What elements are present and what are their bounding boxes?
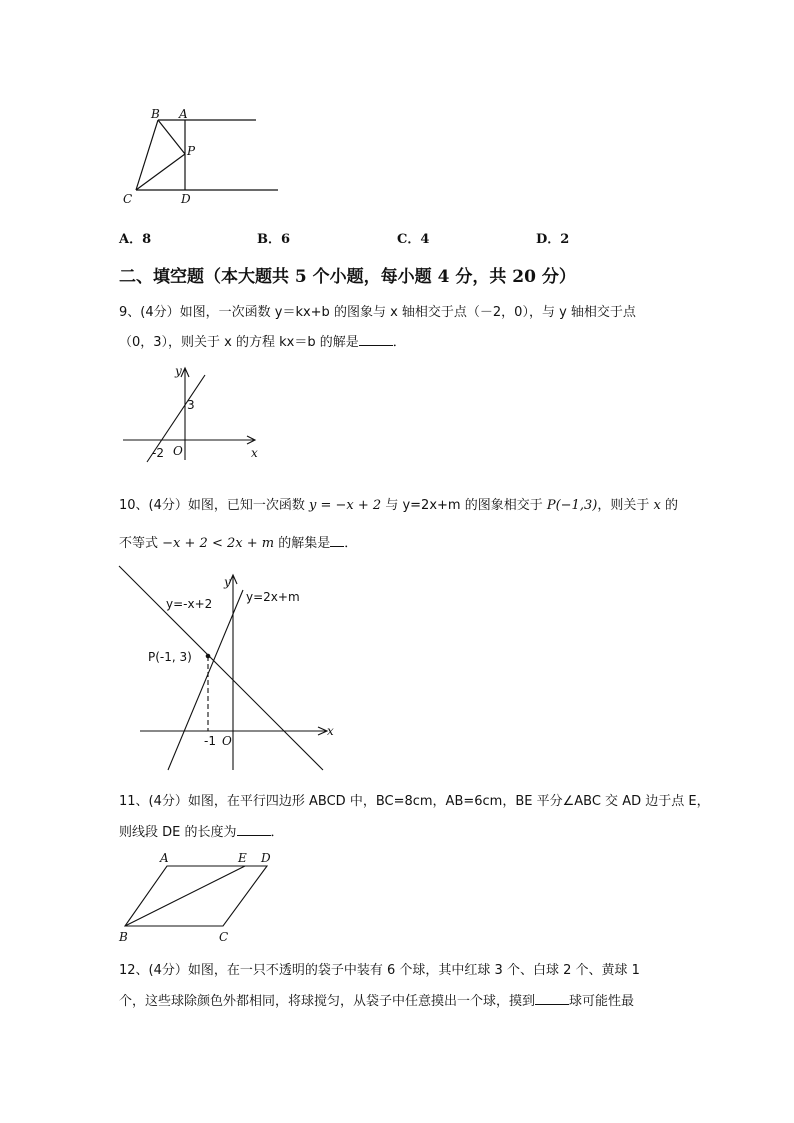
q10-text-a: 10、(4分）如图，已知一次函数 (119, 498, 305, 513)
point-label-p: P (187, 144, 196, 158)
q10-line1 (119, 494, 678, 513)
point-label-p: P(-1, 3) (148, 650, 192, 664)
q10-text-f: 的解集是 (278, 536, 331, 551)
q10-text-d: 的 (664, 498, 678, 513)
axis-label-y: y (224, 575, 231, 589)
q10-line2 (119, 532, 357, 551)
q10-text-e: 不等式 (119, 536, 159, 551)
tick-label-neg1: -1 (204, 734, 216, 748)
q10-text-c: ，则关于 (597, 498, 650, 513)
q10-formula-1: y = −x + 2 (309, 498, 382, 513)
q10-formula-4: −x + 2 < 2x + m (162, 536, 275, 551)
figure-q10 (118, 562, 338, 774)
intercept-label-neg2: -2 (152, 446, 164, 460)
point-label-a: A (179, 107, 188, 121)
q9-line2 (119, 331, 406, 350)
origin-label: O (173, 444, 183, 458)
vertex-label-c: C (219, 930, 229, 944)
q9-line1: 9、(4分）如图，一次函数 y＝kx+b 的图象与 x 轴相交于点（－2，0），与 y 轴相交于点 (119, 305, 636, 320)
q11-answer-blank[interactable] (237, 824, 271, 836)
intercept-label-3: 3 (187, 398, 195, 412)
axis-label-x: x (251, 446, 258, 460)
option-c[interactable]: C．4 (397, 232, 430, 247)
q10-end: ． (344, 536, 358, 551)
origin-label: O (222, 734, 232, 748)
section-title: 二、填空题（本大题共 5 个小题，每小题 4 分，共 20 分） (119, 267, 576, 287)
option-d[interactable]: D．2 (536, 232, 570, 247)
vertex-label-e: E (238, 851, 247, 865)
axis-label-y: y (175, 364, 182, 378)
q11-text: 则线段 DE 的长度为 (119, 825, 237, 840)
q10-text-b: 与 y=2x+m 的图象相交于 (385, 498, 543, 513)
q11-end: ． (270, 825, 284, 840)
intersection-point (206, 654, 211, 659)
vertex-label-b: B (119, 930, 128, 944)
q10-answer-blank[interactable] (330, 535, 344, 547)
option-a[interactable]: A．8 (119, 232, 152, 247)
q11-line1: 11、(4分）如图，在平行四边形 ABCD 中，BC=8cm，AB=6cm，BE 平分∠ABC 交 AD 边于点 E， (119, 794, 710, 809)
q11-line2 (119, 821, 284, 840)
vertex-label-a: A (160, 851, 169, 865)
figure-q9 (118, 362, 268, 464)
q12-line1: 12、(4分）如图，在一只不透明的袋子中装有 6 个球，其中红球 3 个、白球 2 个、黄球 1 (119, 963, 640, 978)
point-label-c: C (123, 192, 133, 206)
q12-text-a: 个，这些球除颜色外都相同，将球搅匀，从袋子中任意摸出一个球，摸到 (119, 994, 536, 1009)
line-label-y-2x-plus-m: y=2x+m (246, 590, 300, 604)
q12-line2 (119, 990, 634, 1009)
q10-formula-3: x (653, 498, 661, 513)
figure-q8 (120, 104, 290, 208)
vertex-label-d: D (261, 851, 271, 865)
point-label-d: D (181, 192, 191, 206)
q9-answer-blank[interactable] (359, 334, 393, 346)
q9-text: （0，3），则关于 x 的方程 kx＝b 的解是 (119, 335, 359, 350)
figure-q11 (118, 848, 278, 944)
q12-answer-blank[interactable] (535, 993, 569, 1005)
axis-label-x: x (327, 724, 334, 738)
q12-text-b: 球可能性最 (569, 994, 635, 1009)
point-label-b: B (151, 107, 160, 121)
q9-end: ． (392, 335, 406, 350)
line-label-y-neg-x-plus-2: y=-x+2 (166, 597, 213, 611)
option-b[interactable]: B．6 (257, 232, 291, 247)
q10-formula-2: P(−1,3) (546, 498, 598, 513)
